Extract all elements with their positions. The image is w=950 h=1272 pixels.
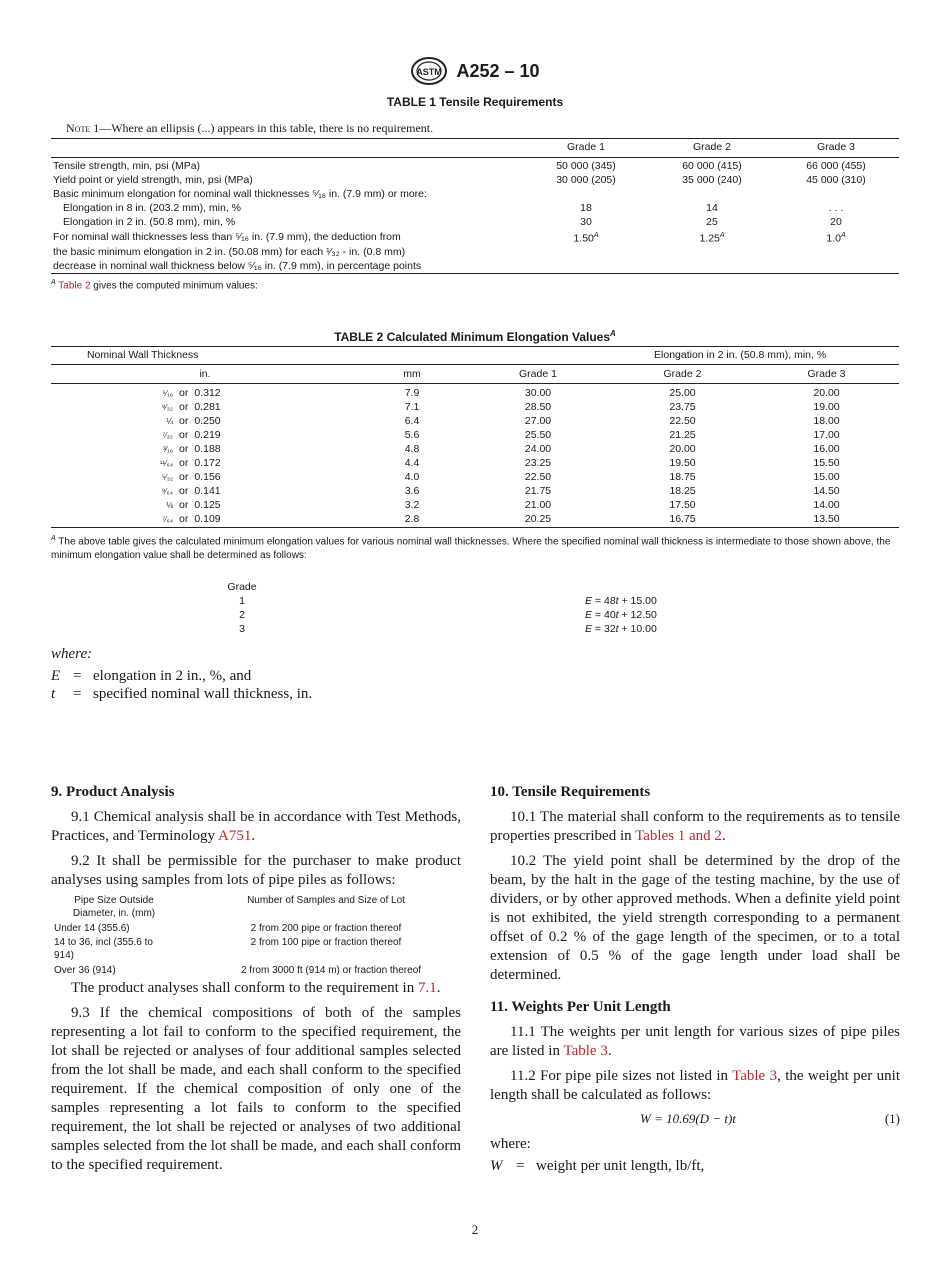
table1 (51, 140, 899, 154)
table-row: ⅛ or 0.125 3.2 21.00 17.50 14.00 (166, 498, 840, 511)
section9-heading: 9. Product Analysis (51, 784, 175, 800)
table-row: ¹¹⁄₆₄ or 0.172 4.4 23.25 19.50 15.50 (159, 456, 840, 469)
page-number: 2 (471, 1222, 479, 1237)
section11-p1: 11.1 The weights per unit length for various sizes of pipe piles are listed in Table 3. (490, 1024, 900, 1059)
table2-group-header (51, 348, 899, 362)
table1-body (51, 159, 899, 274)
tables-1-2-link[interactable]: Tables 1 and 2 (635, 828, 722, 844)
astm-logo-icon (410, 56, 448, 86)
table1-col-grade1: Grade 1 (567, 140, 605, 153)
section9-p4: 9.3 If the chemical compositions of both of the samples representing a lot fail to conform to the specified requirement, the lot shall be rejected or analyses of four additional samples selected from the lot shall be made, and each shall conform to the specified requirement. If the chemical composition of only one of the samples representing a lot fails to conform to the specified requirement, the lot shall be rejected or analyses of two additional samples selected from the lot shall be made, and each shall conform to the specified requirement. (51, 1005, 461, 1173)
table3-link[interactable]: Table 3 (563, 1043, 608, 1059)
section10-heading: 10. Tensile Requirements (490, 784, 651, 800)
table-row: Elongation in 2 in. (50.8 mm), min, % 30 25 20 (63, 215, 842, 228)
section9-p1: 9.1 Chemical analysis shall be in accordance with Test Methods, Practices, and Terminology A751. (51, 809, 461, 844)
a751-link[interactable]: A751 (217, 828, 252, 844)
table2-title: TABLE 2 Calculated Minimum Elongation Values$^A$ (334, 329, 616, 344)
table-row: the basic minimum elongation in 2 in. (50.08 mm) for each ¹⁄₃₂ - in. (0.8 mm) (53, 246, 406, 258)
table2-footnote: $^A$ The above table gives the calculated minimum elongation values for various nominal wall thicknesses. Where the specified nominal wall thickness is intermediate to those shown above, the minimum elongation value shall be determined as follows: (51, 535, 891, 562)
table-row: Tensile strength, min, psi (MPa) 50 000 (345) 60 000 (415) 66 000 (455) (53, 159, 866, 172)
left-column (51, 783, 461, 1175)
section9-p2: 9.2 It shall be permissible for the purchaser to make product analyses using samples from lots of pipe piles as follows: (51, 853, 461, 888)
section10-p2: 10.2 The yield point shall be determined by the drop of the beam, by the halt in the gage of the testing machine, by the use of dividers, or by other approved methods. When a definite yield point is not exhibited, the yield strength corresponding to a permanent offset of 0.2 % of the gage length of the specimen, or to a total extension of 0.5 % of the gage length under load shall be determined. (490, 853, 900, 983)
table-row: ⁹⁄₆₄ or 0.141 3.6 21.75 18.25 14.50 (161, 484, 840, 497)
table-row: For nominal wall thicknesses less than ⁵⁄₁₆ in. (7.9 mm), the deduction from $1.50^A$ $1.25^A$ $1.0^A$ (53, 230, 846, 245)
section10-p1: 10.1 The material shall conform to the requirements as to tensile properties prescribed in Tables 1 and 2. (490, 809, 900, 844)
page-header (0, 56, 950, 86)
definition-e: E = elongation in 2 in., %, and (51, 668, 252, 684)
grade-column: Grade 1 2 3 (227, 581, 257, 635)
sample-table: Pipe Size Outside Diameter, in. (mm) Number of Samples and Size of Lot Under 14 (355.6) 2 from 200 pipe or fraction thereof 14 to 36, incl (355.6 to 914) 2 from 100 pipe or fraction thereof Over 36 (914) 2 from 3000 ft (914 m) or fraction thereof (54, 895, 422, 976)
section9-p3: The product analyses shall conform to the requirement in 7.1. (71, 980, 441, 996)
table-row: ⁷⁄₃₂ or 0.219 5.6 25.50 21.25 17.00 (162, 428, 840, 441)
table2-link[interactable]: Table 2 (58, 280, 91, 292)
table-row: ³⁄₁₆ or 0.188 4.8 24.00 20.00 16.00 (163, 442, 840, 455)
svg-text:ASTM: ASTM (416, 67, 443, 77)
table-row: Yield point or yield strength, min, psi (MPa) 30 000 (205) 35 000 (240) 45 000 (310) (53, 173, 866, 186)
table-row: ⁵⁄₁₆ or 0.312 7.9 30.00 25.00 20.00 (162, 386, 840, 399)
weight-equation: W = 10.69(D − t)t (1) (640, 1111, 900, 1126)
table1-title: TABLE 1 Tensile Requirements (386, 95, 564, 109)
table1-footnote: $^A$ Table 2 gives the computed minimum values: (51, 279, 258, 292)
table-row: Basic minimum elongation for nominal wall thicknesses ⁵⁄₁₆ in. (7.9 mm) or more: (53, 187, 427, 200)
table-row: ⁹⁄₃₂ or 0.281 7.1 28.50 23.75 19.00 (161, 400, 840, 413)
document-code: A252 – 10 (456, 60, 540, 81)
table1-note: Note 1—Where an ellipsis (...) appears in this table, there is no requirement. (66, 121, 434, 135)
definition-t: t = specified nominal wall thickness, in. (51, 686, 313, 702)
right-column (490, 783, 900, 1176)
section11-heading: 11. Weights Per Unit Length (490, 999, 671, 1015)
where-label: where: (51, 646, 93, 662)
section-7-1-link[interactable]: 7.1 (417, 980, 437, 996)
table-row: decrease in nominal wall thickness below ⁵⁄₁₆ in. (7.9 mm), in percentage points (53, 260, 422, 272)
table2-group-left: Nominal Wall Thickness (86, 348, 199, 361)
table-row: ⁵⁄₃₂ or 0.156 4.0 22.50 18.75 15.00 (161, 470, 840, 483)
table2-body (51, 386, 899, 526)
table1-col-grade2: Grade 2 (693, 140, 731, 153)
table-row: ⁷⁄₆₄ or 0.109 2.8 20.25 16.75 13.50 (162, 512, 840, 525)
equation-column: E = 48t + 15.00 E = 40t + 12.50 E = 32t + 10.00 (585, 595, 657, 635)
table3-link-2[interactable]: Table 3 (732, 1068, 778, 1084)
section11-p2: 11.2 For pipe pile sizes not listed in Table 3, the weight per unit length shall be calculated as follows: (490, 1068, 900, 1103)
table2-group-right: Elongation in 2 in. (50.8 mm), min, % (654, 348, 827, 361)
table-row: ¼ or 0.250 6.4 27.00 22.50 18.00 (166, 414, 840, 427)
table1-header-row (51, 140, 899, 154)
where-label-2: where: (490, 1136, 531, 1152)
table1-col-grade3: Grade 3 (817, 140, 855, 153)
definition-w: W = weight per unit length, lb/ft, (490, 1158, 705, 1174)
table-row: Elongation in 8 in. (203.2 mm), min, % 18 14 . . . (63, 201, 844, 214)
table2-header: in. mm Grade 1 Grade 2 Grade 3 (199, 367, 846, 380)
